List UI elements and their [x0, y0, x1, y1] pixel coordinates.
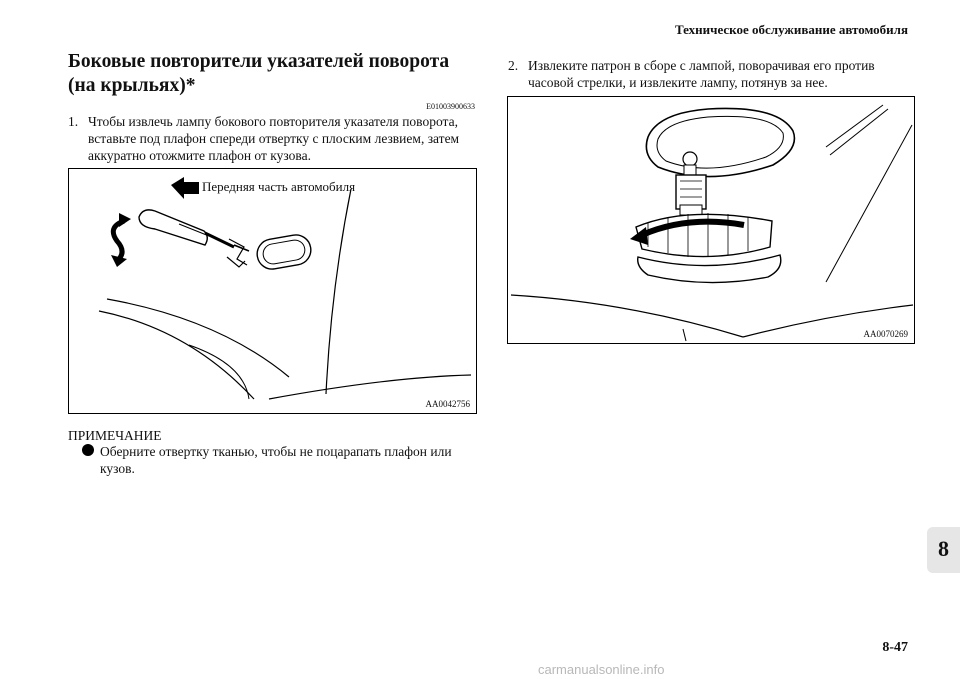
front-label: Передняя часть автомобиля	[202, 179, 356, 194]
note-item	[68, 443, 478, 477]
front-arrow-icon	[171, 177, 199, 199]
page-number: 8-47	[882, 640, 908, 655]
step-text: Извлеките патрон в сборе с лампой, поворачивая его против часовой стрелки, и извлеките лампу, потянув за нее.	[528, 58, 875, 90]
figure-bulb-socket	[507, 96, 915, 344]
screwdriver-illustration	[69, 169, 478, 415]
section-code: E01003900633	[426, 102, 475, 111]
bullet-icon	[82, 444, 94, 456]
figure-screwdriver	[68, 168, 477, 414]
figure-code: AA0070269	[863, 329, 908, 339]
figure-code: AA0042756	[425, 399, 470, 409]
bulb-socket-illustration	[508, 97, 916, 345]
step-number: 1.	[68, 114, 79, 129]
chapter-number: 8	[938, 536, 949, 561]
step-1	[68, 113, 478, 164]
running-header: Техническое обслуживание автомобиля	[674, 22, 908, 37]
step-number: 2.	[508, 58, 519, 73]
chapter-tab	[927, 527, 960, 573]
note-title: ПРИМЕЧАНИЕ	[68, 428, 162, 443]
note-text: Оберните отвертку тканью, чтобы не поцарапать плафон или кузов.	[100, 444, 452, 476]
section-title: Боковые повторители указателей поворота (на крыльях)*	[68, 51, 450, 96]
step-2	[508, 57, 918, 91]
step-text: Чтобы извлечь лампу бокового повторителя указателя поворота, вставьте под плафон спереди отвертку с плоским лезвием, затем аккуратно отожмите плафон от кузова.	[88, 114, 460, 163]
watermark: carmanualsonline.info	[538, 662, 665, 677]
